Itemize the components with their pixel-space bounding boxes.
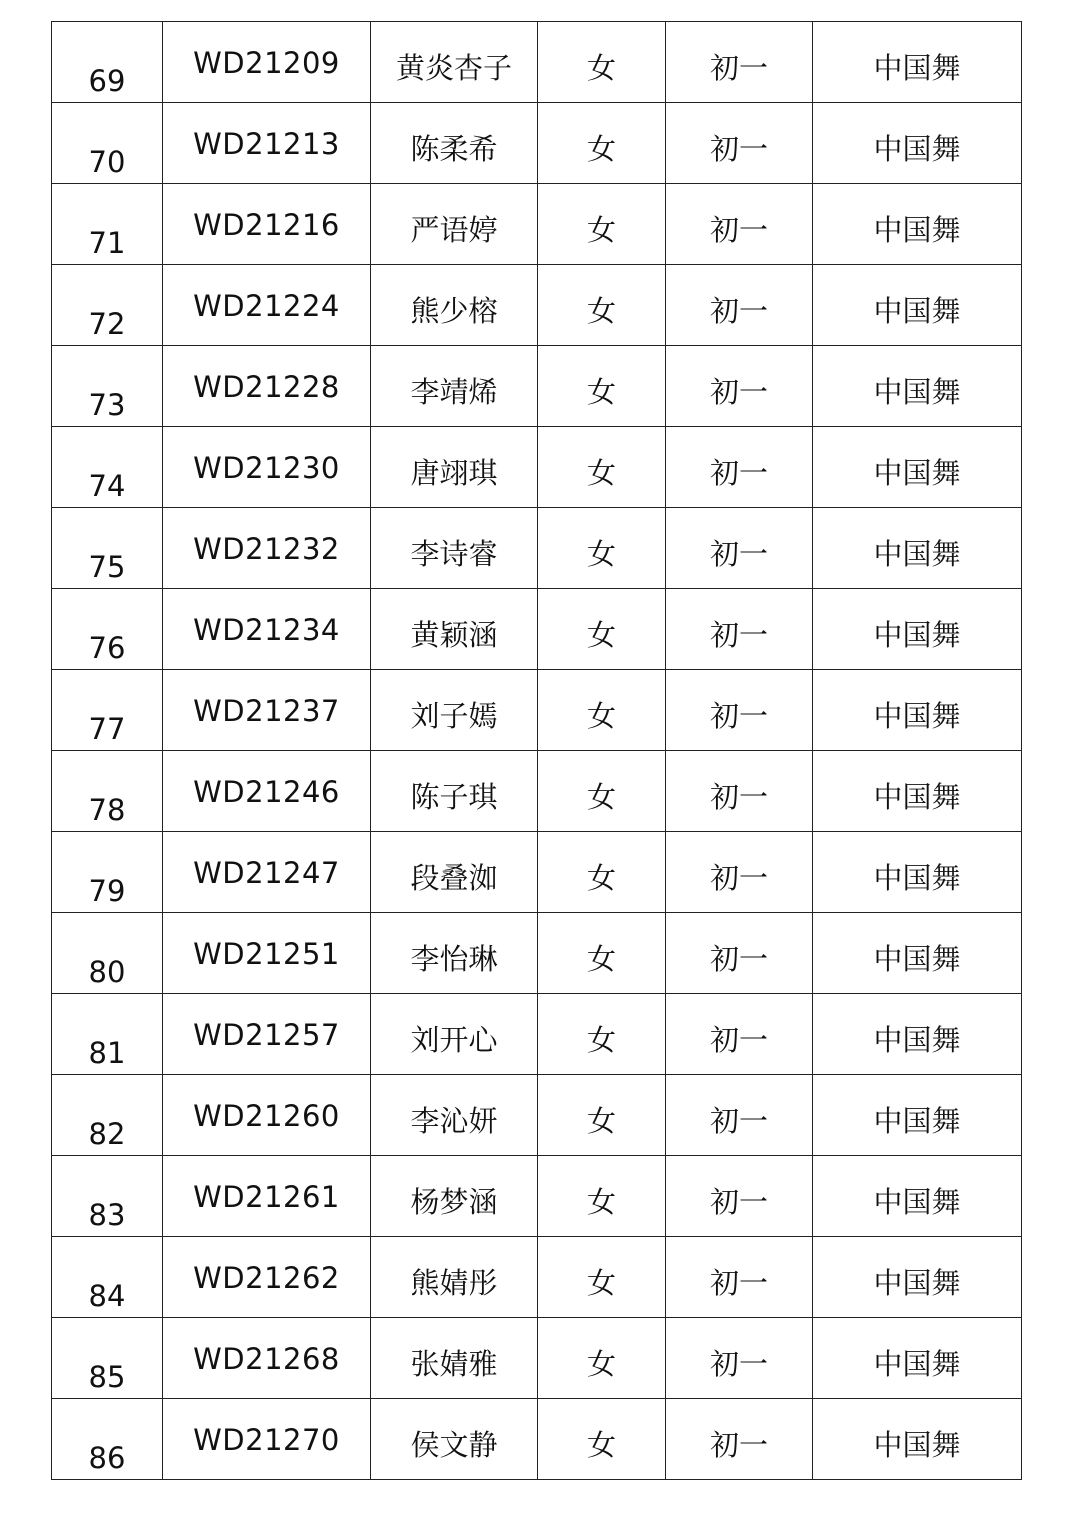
table-row xyxy=(52,1075,1022,1156)
grade-cell: 初一 xyxy=(666,1318,813,1399)
grade-cell: 初一 xyxy=(666,832,813,913)
grade-cell: 初一 xyxy=(666,184,813,265)
gender-cell: 女 xyxy=(538,1237,666,1318)
grade-cell: 初一 xyxy=(666,1075,813,1156)
roster-table xyxy=(51,21,1022,1480)
grade-cell: 初一 xyxy=(666,22,813,103)
table-row xyxy=(52,1399,1022,1480)
row-number-cell: 72 xyxy=(52,265,163,346)
gender-cell: 女 xyxy=(538,913,666,994)
student-id-cell: WD21213 xyxy=(163,103,371,184)
student-id-cell: WD21262 xyxy=(163,1237,371,1318)
roster-sheet xyxy=(51,21,1021,1480)
category-cell: 中国舞 xyxy=(813,1156,1022,1237)
student-name-cell: 唐翊琪 xyxy=(371,427,538,508)
student-id-cell: WD21247 xyxy=(163,832,371,913)
row-number-cell: 69 xyxy=(52,22,163,103)
student-id-cell: WD21270 xyxy=(163,1399,371,1480)
table-row xyxy=(52,1318,1022,1399)
student-name-cell: 黄炎杏子 xyxy=(371,22,538,103)
gender-cell: 女 xyxy=(538,265,666,346)
row-number-cell: 83 xyxy=(52,1156,163,1237)
row-number-cell: 71 xyxy=(52,184,163,265)
gender-cell: 女 xyxy=(538,1399,666,1480)
gender-cell: 女 xyxy=(538,1318,666,1399)
category-cell: 中国舞 xyxy=(813,1318,1022,1399)
gender-cell: 女 xyxy=(538,184,666,265)
student-id-cell: WD21216 xyxy=(163,184,371,265)
table-row xyxy=(52,265,1022,346)
row-number-cell: 74 xyxy=(52,427,163,508)
grade-cell: 初一 xyxy=(666,508,813,589)
row-number-cell: 82 xyxy=(52,1075,163,1156)
table-row xyxy=(52,1156,1022,1237)
student-id-cell: WD21224 xyxy=(163,265,371,346)
student-name-cell: 黄颖涵 xyxy=(371,589,538,670)
table-row xyxy=(52,994,1022,1075)
gender-cell: 女 xyxy=(538,103,666,184)
category-cell: 中国舞 xyxy=(813,1075,1022,1156)
student-id-cell: WD21228 xyxy=(163,346,371,427)
gender-cell: 女 xyxy=(538,994,666,1075)
table-row xyxy=(52,508,1022,589)
student-name-cell: 熊少榕 xyxy=(371,265,538,346)
category-cell: 中国舞 xyxy=(813,994,1022,1075)
student-name-cell: 严语婷 xyxy=(371,184,538,265)
gender-cell: 女 xyxy=(538,22,666,103)
grade-cell: 初一 xyxy=(666,994,813,1075)
student-id-cell: WD21246 xyxy=(163,751,371,832)
student-name-cell: 熊婧彤 xyxy=(371,1237,538,1318)
category-cell: 中国舞 xyxy=(813,670,1022,751)
category-cell: 中国舞 xyxy=(813,184,1022,265)
table-row xyxy=(52,751,1022,832)
student-name-cell: 陈柔希 xyxy=(371,103,538,184)
grade-cell: 初一 xyxy=(666,265,813,346)
grade-cell: 初一 xyxy=(666,103,813,184)
gender-cell: 女 xyxy=(538,1075,666,1156)
row-number-cell: 77 xyxy=(52,670,163,751)
category-cell: 中国舞 xyxy=(813,265,1022,346)
student-id-cell: WD21257 xyxy=(163,994,371,1075)
row-number-cell: 76 xyxy=(52,589,163,670)
student-id-cell: WD21237 xyxy=(163,670,371,751)
category-cell: 中国舞 xyxy=(813,427,1022,508)
student-id-cell: WD21209 xyxy=(163,22,371,103)
student-name-cell: 刘子嫣 xyxy=(371,670,538,751)
category-cell: 中国舞 xyxy=(813,913,1022,994)
category-cell: 中国舞 xyxy=(813,589,1022,670)
table-row xyxy=(52,346,1022,427)
category-cell: 中国舞 xyxy=(813,1399,1022,1480)
grade-cell: 初一 xyxy=(666,1399,813,1480)
table-row xyxy=(52,913,1022,994)
table-row xyxy=(52,589,1022,670)
grade-cell: 初一 xyxy=(666,346,813,427)
category-cell: 中国舞 xyxy=(813,508,1022,589)
category-cell: 中国舞 xyxy=(813,346,1022,427)
student-id-cell: WD21251 xyxy=(163,913,371,994)
row-number-cell: 73 xyxy=(52,346,163,427)
student-id-cell: WD21230 xyxy=(163,427,371,508)
table-row xyxy=(52,832,1022,913)
grade-cell: 初一 xyxy=(666,1237,813,1318)
category-cell: 中国舞 xyxy=(813,751,1022,832)
grade-cell: 初一 xyxy=(666,751,813,832)
gender-cell: 女 xyxy=(538,427,666,508)
student-name-cell: 张婧雅 xyxy=(371,1318,538,1399)
student-name-cell: 杨梦涵 xyxy=(371,1156,538,1237)
row-number-cell: 70 xyxy=(52,103,163,184)
row-number-cell: 85 xyxy=(52,1318,163,1399)
gender-cell: 女 xyxy=(538,589,666,670)
row-number-cell: 86 xyxy=(52,1399,163,1480)
gender-cell: 女 xyxy=(538,346,666,427)
row-number-cell: 79 xyxy=(52,832,163,913)
row-number-cell: 75 xyxy=(52,508,163,589)
row-number-cell: 81 xyxy=(52,994,163,1075)
gender-cell: 女 xyxy=(538,832,666,913)
grade-cell: 初一 xyxy=(666,589,813,670)
category-cell: 中国舞 xyxy=(813,22,1022,103)
grade-cell: 初一 xyxy=(666,1156,813,1237)
table-row xyxy=(52,184,1022,265)
student-id-cell: WD21232 xyxy=(163,508,371,589)
table-row xyxy=(52,22,1022,103)
table-row xyxy=(52,1237,1022,1318)
row-number-cell: 80 xyxy=(52,913,163,994)
table-row xyxy=(52,103,1022,184)
student-name-cell: 李怡琳 xyxy=(371,913,538,994)
row-number-cell: 84 xyxy=(52,1237,163,1318)
table-row xyxy=(52,427,1022,508)
student-id-cell: WD21260 xyxy=(163,1075,371,1156)
category-cell: 中国舞 xyxy=(813,1237,1022,1318)
student-name-cell: 侯文静 xyxy=(371,1399,538,1480)
grade-cell: 初一 xyxy=(666,913,813,994)
gender-cell: 女 xyxy=(538,751,666,832)
student-name-cell: 段叠洳 xyxy=(371,832,538,913)
student-name-cell: 陈子琪 xyxy=(371,751,538,832)
student-id-cell: WD21261 xyxy=(163,1156,371,1237)
table-row xyxy=(52,670,1022,751)
gender-cell: 女 xyxy=(538,1156,666,1237)
student-name-cell: 李诗睿 xyxy=(371,508,538,589)
category-cell: 中国舞 xyxy=(813,832,1022,913)
roster-table-body xyxy=(52,22,1022,1480)
grade-cell: 初一 xyxy=(666,427,813,508)
student-name-cell: 刘开心 xyxy=(371,994,538,1075)
category-cell: 中国舞 xyxy=(813,103,1022,184)
gender-cell: 女 xyxy=(538,508,666,589)
student-name-cell: 李靖烯 xyxy=(371,346,538,427)
student-id-cell: WD21268 xyxy=(163,1318,371,1399)
row-number-cell: 78 xyxy=(52,751,163,832)
student-name-cell: 李沁妍 xyxy=(371,1075,538,1156)
grade-cell: 初一 xyxy=(666,670,813,751)
student-id-cell: WD21234 xyxy=(163,589,371,670)
gender-cell: 女 xyxy=(538,670,666,751)
